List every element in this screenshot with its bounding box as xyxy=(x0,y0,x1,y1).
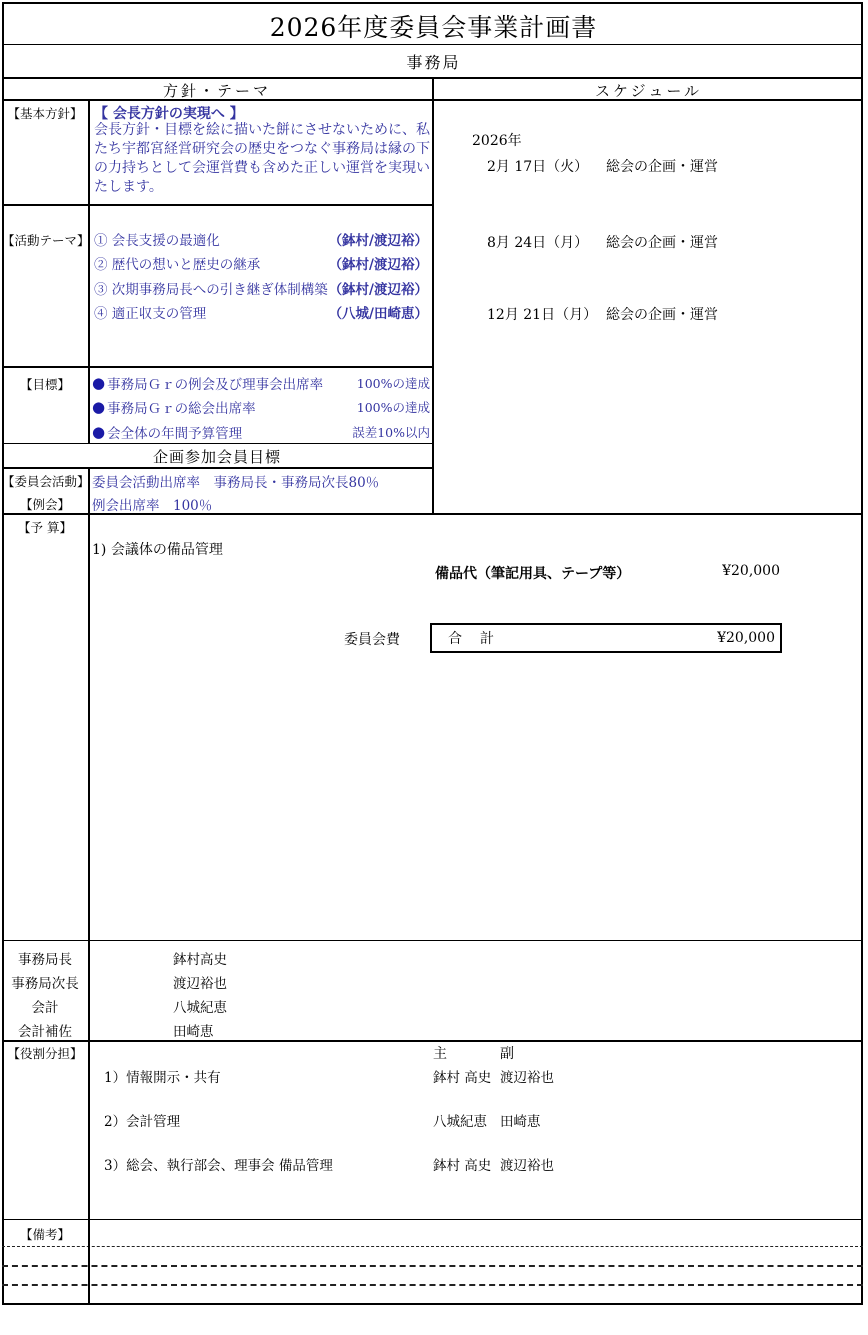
committee-activity-line: 委員会活動出席率 事務局長・事務局次長80％ xyxy=(92,475,380,491)
goal-item xyxy=(92,374,430,392)
schedule-activity: 総会の企画・運営 xyxy=(606,235,718,251)
label-goals: 【目標】 xyxy=(19,377,70,392)
activity-theme-item xyxy=(94,278,428,296)
bullet-icon: ● xyxy=(92,397,106,416)
column-header-schedule: スケジュール xyxy=(594,82,703,100)
officer-role: 会計補佐 xyxy=(18,1024,72,1040)
budget-line-amount: ¥20,000 xyxy=(722,563,780,579)
theme-owner: （鉢村/渡辺裕） xyxy=(328,282,428,298)
schedule-date: 8月 24日（月） xyxy=(487,235,589,251)
officer-role: 事務局長 xyxy=(18,952,72,968)
schedule-date: 2月 17日（火） xyxy=(487,159,589,175)
goal-text: 事務局Ｇｒの総会出席率 xyxy=(107,401,256,417)
divider-title-bottom xyxy=(2,44,863,45)
theme-text: ③ 次期事務局長への引き継ぎ体制構築 xyxy=(94,282,328,298)
department-name: 事務局 xyxy=(406,53,461,72)
activity-theme-item xyxy=(94,229,428,247)
budget-line-name: 備品代（筆記用具、テープ等） xyxy=(435,566,631,582)
participation-goal-banner: 企画参加会員目標 xyxy=(152,448,281,466)
divider-basicpolicy-bottom xyxy=(2,204,433,206)
role-main-person: 八城紀恵 xyxy=(433,1114,487,1130)
label-regular-meeting: 【例会】 xyxy=(19,497,70,512)
label-remarks: 【備考】 xyxy=(19,1227,70,1242)
label-role-assignment: 【役割分担】 xyxy=(7,1046,83,1061)
budget-total-label: 合 計 xyxy=(448,631,496,647)
goal-target: 100%の達成 xyxy=(356,400,430,415)
center-column-border xyxy=(432,77,434,513)
activity-theme-item xyxy=(94,253,428,271)
officer-name: 鉢村高史 xyxy=(173,952,227,968)
theme-text: ④ 適正収支の管理 xyxy=(94,306,207,322)
goal-target: 100%の達成 xyxy=(356,376,430,391)
divider-goals-bottom xyxy=(2,443,433,444)
bullet-icon: ● xyxy=(92,422,106,441)
officer-name: 渡辺裕也 xyxy=(173,976,227,992)
role-task: 1）情報開示・共有 xyxy=(104,1070,221,1086)
remarks-ruled-line-1 xyxy=(2,1246,863,1247)
budget-total-amount: ¥20,000 xyxy=(717,630,775,646)
schedule-activity: 総会の企画・運営 xyxy=(606,307,718,323)
goal-target: 誤差10%以内 xyxy=(352,425,430,440)
theme-text: ② 歴代の想いと歴史の継承 xyxy=(94,257,261,273)
role-col-sub-header: 副 xyxy=(500,1046,514,1062)
goal-item xyxy=(92,398,430,416)
officer-role: 事務局次長 xyxy=(11,976,79,992)
schedule-date: 12月 21日（月） xyxy=(487,307,598,323)
role-sub-person: 渡辺裕也 xyxy=(500,1158,554,1174)
theme-text: ① 会長支援の最適化 xyxy=(94,233,220,249)
role-task: 3）総会、執行部会、理事会 備品管理 xyxy=(104,1158,333,1174)
officer-role: 会計 xyxy=(31,1000,59,1016)
officer-name: 田崎恵 xyxy=(173,1024,214,1040)
divider-themes-bottom xyxy=(2,366,433,368)
goal-text: 事務局Ｇｒの例会及び理事会出席率 xyxy=(107,377,324,393)
goal-item xyxy=(92,423,430,441)
remarks-ruled-line-3 xyxy=(2,1284,863,1286)
label-column-border-lower xyxy=(88,467,90,1303)
schedule-year: 2026年 xyxy=(472,133,522,149)
divider-remarks-top xyxy=(2,1219,863,1220)
committee-fee-label: 委員会費 xyxy=(344,632,400,648)
regular-meeting-line: 例会出席率 100％ xyxy=(92,498,213,514)
budget-item-title: 1) 会議体の備品管理 xyxy=(92,542,223,558)
label-column-border-upper xyxy=(88,99,90,443)
schedule-activity: 総会の企画・運営 xyxy=(606,159,718,175)
role-col-main-header: 主 xyxy=(433,1046,447,1062)
remarks-ruled-line-2 xyxy=(2,1265,863,1267)
budget-total-box xyxy=(430,623,782,653)
label-budget: 【予 算】 xyxy=(18,520,72,535)
activity-theme-item xyxy=(94,302,428,320)
role-task: 2）会計管理 xyxy=(104,1114,181,1130)
divider-roles-top xyxy=(2,1040,863,1042)
goal-text: 会全体の年間予算管理 xyxy=(107,426,243,442)
theme-owner: （鉢村/渡辺裕） xyxy=(328,257,428,273)
theme-owner: （八城/田崎恵） xyxy=(328,306,428,322)
divider-banner-bottom xyxy=(2,467,433,469)
role-main-person: 鉢村 高史 xyxy=(433,1070,492,1086)
label-committee-activity: 【委員会活動】 xyxy=(2,474,90,489)
document-title: 2026年度委員会事業計画書 xyxy=(269,13,598,42)
role-main-person: 鉢村 高史 xyxy=(433,1158,492,1174)
bullet-icon: ● xyxy=(92,373,106,392)
role-sub-person: 渡辺裕也 xyxy=(500,1070,554,1086)
column-header-policy-theme: 方針・テーマ xyxy=(162,82,271,100)
basic-policy-heading: 【 会長方針の実現へ 】 xyxy=(94,106,244,122)
theme-owner: （鉢村/渡辺裕） xyxy=(328,233,428,249)
officer-name: 八城紀恵 xyxy=(173,1000,227,1016)
label-activity-themes: 【活動テーマ】 xyxy=(2,233,90,248)
label-basic-policy: 【基本方針】 xyxy=(7,106,83,121)
basic-policy-body: 会長方針・目標を絵に描いた餅にさせないために、私たち宇都宮経営研究会の歴史をつなぐ事務局は縁の下の力持ちとして会運営費も含めた正しい運営を実現いたします。 xyxy=(94,122,430,195)
divider-officers-top xyxy=(2,940,863,941)
role-sub-person: 田崎恵 xyxy=(500,1114,541,1130)
